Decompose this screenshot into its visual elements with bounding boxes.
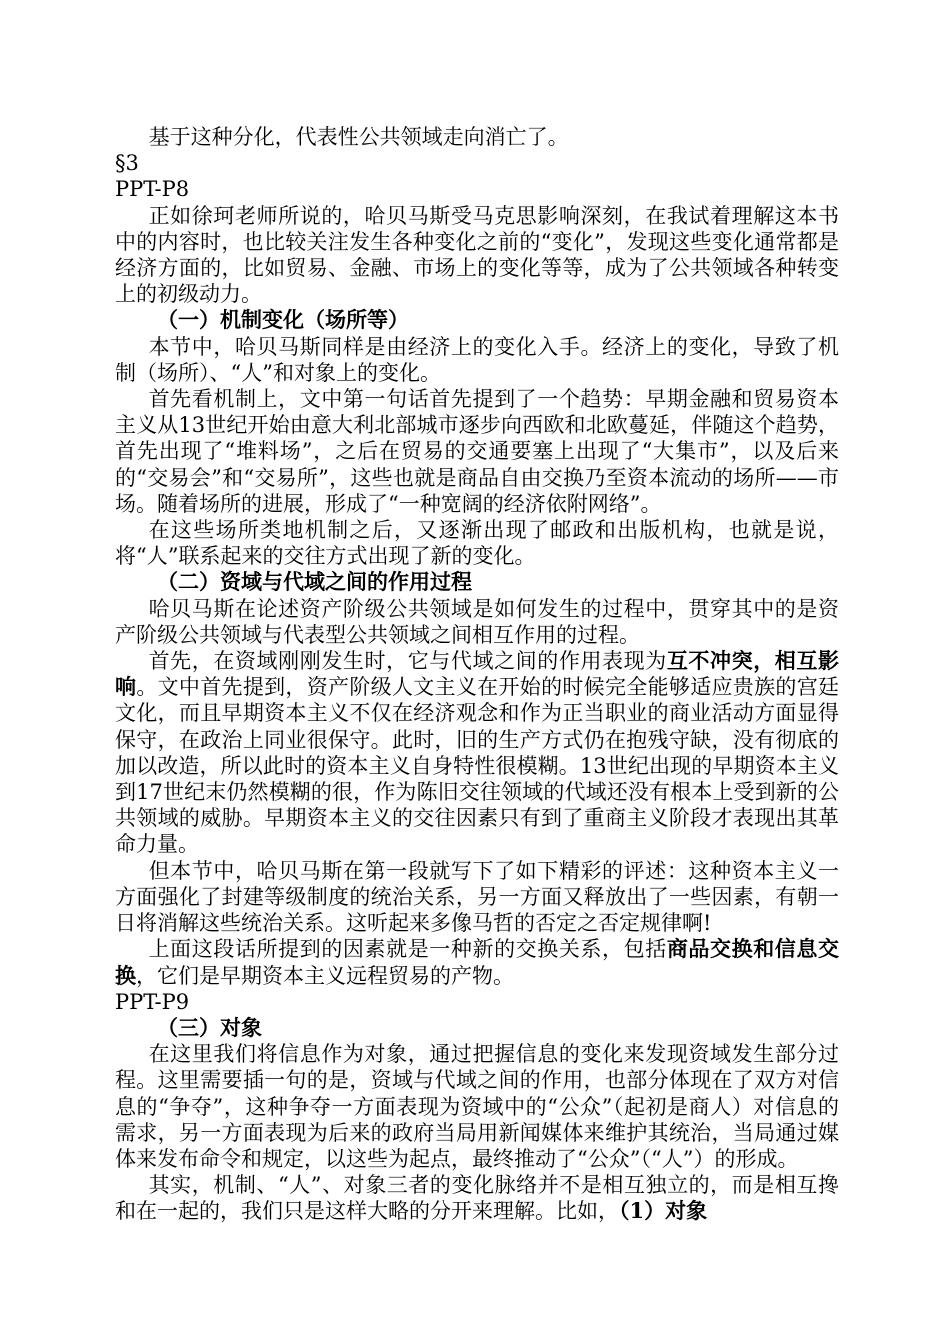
heading-interaction-process: （二）资域与代域之间的作用过程	[157, 569, 472, 595]
document-body	[115, 124, 839, 1225]
paragraph-10-emphasis: （1）对象	[619, 1198, 708, 1224]
paragraph-8-emphasis: 商品交换和信息交换	[115, 936, 839, 988]
paragraph-10	[115, 1172, 839, 1224]
paragraph-7: 但本节中，哈贝马斯在第一段就写下了如下精彩的评述：这种资本主义一方面强化了封建等级制度的统治关系，另一方面又释放出了一些因素，有朝一日将消解这些统治关系。这听起来多像马哲的否定之否定规律啊!	[115, 858, 839, 936]
ppt-p8-label: PPT-P8	[115, 177, 190, 202]
section-marker: §3	[115, 151, 139, 176]
paragraph-10-start: 其实，机制、“人”、对象三者的变化脉络并不是相互独立的，而是相互搀和在一起的，我们只是这样大略的分开来理解。比如，	[115, 1173, 839, 1224]
heading-mechanism-change: （一）机制变化（场所等）	[157, 307, 409, 333]
paragraph-1: 正如徐珂老师所说的，哈贝马斯受马克思影响深刻，在我试着理解这本书中的内容时，也比较关注发生各种变化之前的“变化”，发现这些变化通常都是经济方面的，比如贸易、金融、市场上的变化等等，成为了公共领域各种转变上的初级动力。	[115, 203, 839, 307]
paragraph-9: 在这里我们将信息作为对象，通过把握信息的变化来发现资域发生部分过程。这里需要插一句的是，资域与代域之间的作用，也部分体现在了双方对信息的“争夺”，这种争夺一方面表现为资域中的“公众”（起初是商人）对信息的需求，另一方面表现为后来的政府当局用新闻媒体来维护其统治，当局通过媒体来发布命令和规定，以这些为起点，最终推动了“公众”（“人”）的形成。	[115, 1042, 839, 1171]
paragraph-8-start: 上面这段话所提到的因素就是一种新的交换关系，包括	[148, 937, 667, 962]
paragraph-5: 哈贝马斯在论述资产阶级公共领域是如何发生的过程中，贯穿其中的是资产阶级公共领域与代表型公共领域之间相互作用的过程。	[115, 596, 839, 647]
paragraph-6-emphasis: 互不冲突，相互影响	[115, 648, 839, 700]
paragraph-6-start: 首先，在资域刚刚发生时，它与代域之间的作用表现为	[148, 649, 667, 674]
ppt-p9-label: PPT-P9	[115, 989, 190, 1014]
paragraph-3: 首先看机制上，文中第一句话首先提到了一个趋势：早期金融和贸易资本主义从13世纪开始由意大利北部城市逐步向西欧和北欧蔓延，伴随这个趋势，首先出现了“堆料场”，之后在贸易的交通要塞上出现了“大集市”，以及后来的“交易会”和“交易所”，这些也就是商品自由交换乃至资本流动的场所——市场。随着场所的进展，形成了“一种宽阔的经济依附网络”。	[115, 387, 839, 516]
heading-object: （三）对象	[157, 1014, 262, 1040]
paragraph-6-rest: 。文中首先提到，资产阶级人文主义在开始的时候完全能够适应贵族的宫廷文化，而且早期资本主义不仅在经济观念和作为正当职业的商业活动方面显得保守，在政治上同业很保守。此时，旧的生产方式仍在抱残守缺，没有彻底的加以改造，所以此时的资本主义自身特性很模糊。13世纪出现的早期资本主义到17世纪末仍然模糊的很，作为陈旧交往领域的代域还没有根本上受到新的公共领域的威胁。早期资本主义的交往因素只有到了重商主义阶段才表现出其革命力量。	[115, 675, 840, 857]
paragraph-8-rest: ，它们是早期资本主义远程贸易的产物。	[136, 963, 514, 988]
paragraph-8	[115, 936, 839, 988]
paragraph-2: 本节中，哈贝马斯同样是由经济上的变化入手。经济上的变化，导致了机制（场所）、“人”和对象上的变化。	[115, 334, 839, 385]
paragraph-6	[115, 648, 839, 858]
paragraph-4: 在这些场所类地机制之后，又逐渐出现了邮政和出版机构，也就是说，将“人”联系起来的交往方式出现了新的变化。	[115, 518, 839, 569]
paragraph-0: 基于这种分化，代表性公共领域走向消亡了。	[148, 125, 569, 149]
